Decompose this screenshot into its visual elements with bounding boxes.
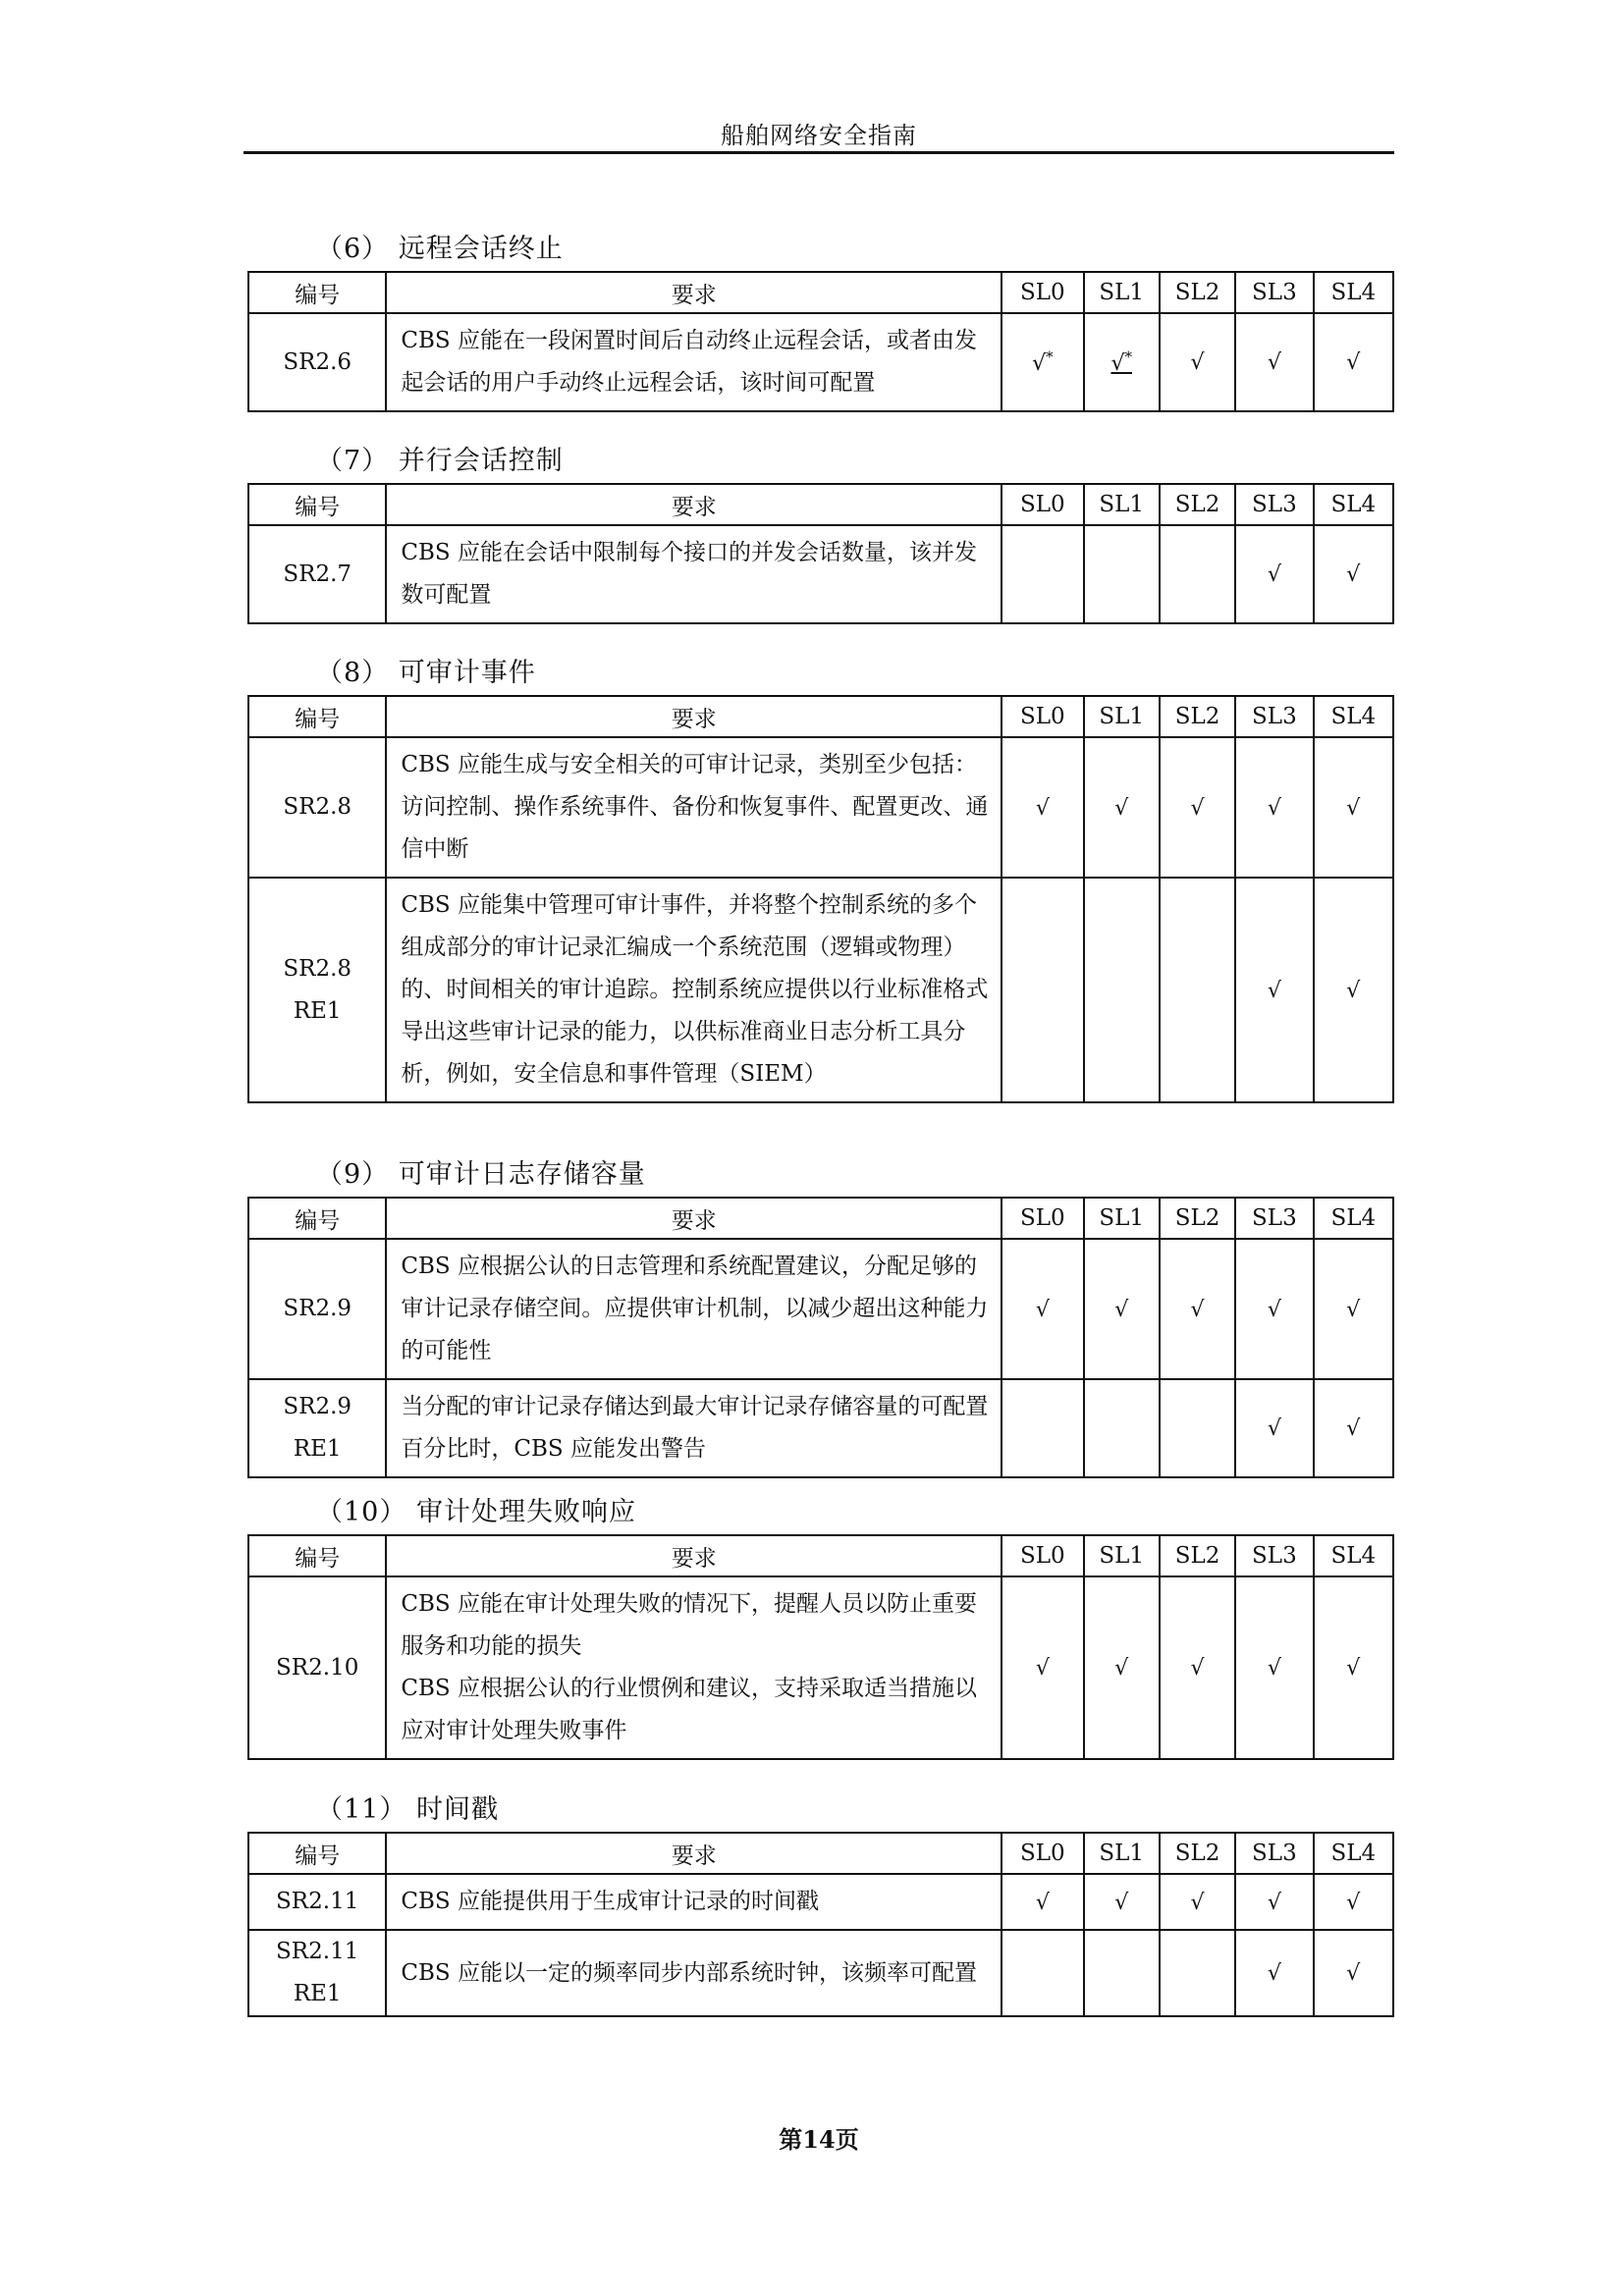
header-sl4: SL4 — [1314, 1833, 1393, 1874]
header-sl4: SL4 — [1314, 484, 1393, 525]
header-sl3: SL3 — [1235, 484, 1313, 525]
header-sl0: SL0 — [1001, 1833, 1083, 1874]
check-mark: √ — [1267, 795, 1281, 821]
table-row — [248, 1576, 1393, 1759]
table-header-row — [248, 1198, 1393, 1239]
header-sl2: SL2 — [1160, 1833, 1235, 1874]
header-requirement: 要求 — [386, 1833, 1001, 1874]
requirement-text: CBS 应能集中管理可审计事件，并将整个控制系统的多个组成部分的审计记录汇编成一个系统范围（逻辑或物理）的、时间相关的审计追踪。控制系统应提供以行业标准格式导出这些审计记录的能力，以供标准商业日志分析工具分析，例如，安全信息和事件管理（SIEM） — [386, 878, 1001, 1102]
table-header-row — [248, 696, 1393, 737]
header-requirement: 要求 — [386, 696, 1001, 737]
level-cell-sl2 — [1160, 313, 1235, 411]
level-cell-sl0 — [1001, 1239, 1083, 1379]
header-requirement: 要求 — [386, 272, 1001, 313]
requirement-text: CBS 应能在会话中限制每个接口的并发会话数量，该并发数可配置 — [386, 525, 1001, 623]
header-id: 编号 — [248, 1535, 386, 1576]
check-mark: √ — [1114, 1656, 1129, 1681]
header-id: 编号 — [248, 696, 386, 737]
section-title: （10） 审计处理失败响应 — [316, 1497, 636, 1527]
level-cell-sl1 — [1084, 525, 1160, 623]
header-sl1: SL1 — [1084, 272, 1160, 313]
section-title: （9） 可审计日志存储容量 — [316, 1159, 646, 1190]
requirement-id: SR2.8 RE1 — [248, 878, 386, 1102]
header-sl3: SL3 — [1235, 696, 1313, 737]
check-mark: √ — [1035, 1297, 1050, 1322]
requirements-table — [247, 483, 1394, 624]
table-row — [248, 1239, 1393, 1379]
running-header-title: 船舶网络安全指南 — [721, 122, 917, 149]
header-sl1: SL1 — [1084, 1833, 1160, 1874]
header-sl2: SL2 — [1160, 1198, 1235, 1239]
level-cell-sl0 — [1001, 313, 1083, 411]
table-row — [248, 737, 1393, 878]
header-requirement: 要求 — [386, 1198, 1001, 1239]
level-cell-sl3 — [1235, 1379, 1313, 1477]
level-cell-sl0 — [1001, 1379, 1083, 1477]
check-mark: √ — [1267, 978, 1281, 1003]
check-mark: √ — [1035, 1890, 1050, 1915]
level-cell-sl4 — [1314, 737, 1393, 878]
level-cell-sl3 — [1235, 878, 1313, 1102]
requirements-table — [247, 1534, 1394, 1760]
check-mark: √ — [1190, 1656, 1205, 1681]
level-cell-sl3 — [1235, 525, 1313, 623]
header-sl0: SL0 — [1001, 696, 1083, 737]
check-mark: √ — [1114, 1297, 1129, 1322]
level-cell-sl1 — [1084, 1379, 1160, 1477]
level-cell-sl4 — [1314, 1239, 1393, 1379]
level-cell-sl4 — [1314, 1379, 1393, 1477]
check-mark: √ — [1114, 795, 1129, 821]
level-cell-sl1 — [1084, 737, 1160, 878]
header-sl2: SL2 — [1160, 272, 1235, 313]
check-mark: √ — [1346, 562, 1361, 587]
check-mark: √ — [1346, 1656, 1361, 1681]
table-row — [248, 1930, 1393, 2016]
level-cell-sl4 — [1314, 1874, 1393, 1930]
level-cell-sl2 — [1160, 1576, 1235, 1759]
page-number: 第14页 — [779, 2125, 859, 2154]
level-cell-sl0 — [1001, 1930, 1083, 2016]
check-mark: √ — [1267, 350, 1281, 375]
check-mark: √ — [1346, 1890, 1361, 1915]
level-cell-sl1 — [1084, 1239, 1160, 1379]
requirement-text: CBS 应能提供用于生成审计记录的时间戳 — [386, 1874, 1001, 1930]
level-cell-sl4 — [1314, 878, 1393, 1102]
requirement-text: CBS 应能在审计处理失败的情况下，提醒人员以防止重要服务和功能的损失 CBS 应根据公认的行业惯例和建议，支持采取适当措施以应对审计处理失败事件 — [386, 1576, 1001, 1759]
level-cell-sl1 — [1084, 878, 1160, 1102]
level-cell-sl0 — [1001, 1576, 1083, 1759]
check-mark: √ — [1267, 1890, 1281, 1915]
requirements-table — [247, 1197, 1394, 1478]
requirement-text: 当分配的审计记录存储达到最大审计记录存储容量的可配置百分比时，CBS 应能发出警告 — [386, 1379, 1001, 1477]
requirement-id: SR2.11 — [248, 1874, 386, 1930]
header-sl4: SL4 — [1314, 272, 1393, 313]
section-title: （6） 远程会话终止 — [316, 234, 564, 264]
requirement-id: SR2.9 — [248, 1239, 386, 1379]
level-cell-sl3 — [1235, 1239, 1313, 1379]
level-cell-sl4 — [1314, 525, 1393, 623]
header-sl3: SL3 — [1235, 1833, 1313, 1874]
section — [247, 1789, 1394, 2017]
level-cell-sl1 — [1084, 1930, 1160, 2016]
header-sl4: SL4 — [1314, 696, 1393, 737]
level-cell-sl2 — [1160, 1239, 1235, 1379]
level-cell-sl0 — [1001, 1874, 1083, 1930]
check-mark: √ — [1267, 562, 1281, 587]
section-title: （8） 可审计事件 — [316, 658, 536, 688]
requirement-id: SR2.11 RE1 — [248, 1930, 386, 2016]
check-mark: √* — [1032, 347, 1054, 377]
header-sl1: SL1 — [1084, 1535, 1160, 1576]
section-title: （7） 并行会话控制 — [316, 446, 564, 476]
table-header-row — [248, 272, 1393, 313]
header-rule — [244, 151, 1394, 154]
check-mark: √ — [1267, 1656, 1281, 1681]
level-cell-sl1 — [1084, 313, 1160, 411]
level-cell-sl4 — [1314, 313, 1393, 411]
level-cell-sl1 — [1084, 1874, 1160, 1930]
header-sl0: SL0 — [1001, 1198, 1083, 1239]
table-header-row — [248, 1535, 1393, 1576]
level-cell-sl2 — [1160, 878, 1235, 1102]
header-sl2: SL2 — [1160, 484, 1235, 525]
header-sl3: SL3 — [1235, 272, 1313, 313]
section — [247, 228, 1394, 412]
requirement-text: CBS 应根据公认的日志管理和系统配置建议，分配足够的审计记录存储空间。应提供审计机制，以减少超出这种能力的可能性 — [386, 1239, 1001, 1379]
header-requirement: 要求 — [386, 484, 1001, 525]
header-id: 编号 — [248, 484, 386, 525]
section — [247, 440, 1394, 624]
level-cell-sl2 — [1160, 525, 1235, 623]
requirements-table — [247, 1832, 1394, 2017]
check-mark: √ — [1190, 1890, 1205, 1915]
level-cell-sl0 — [1001, 525, 1083, 623]
level-cell-sl3 — [1235, 1930, 1313, 2016]
requirement-id: SR2.6 — [248, 313, 386, 411]
header-id: 编号 — [248, 1198, 386, 1239]
level-cell-sl3 — [1235, 737, 1313, 878]
level-cell-sl2 — [1160, 1379, 1235, 1477]
header-id: 编号 — [248, 272, 386, 313]
header-sl3: SL3 — [1235, 1535, 1313, 1576]
table-row — [248, 1379, 1393, 1477]
table-row — [248, 1874, 1393, 1930]
level-cell-sl2 — [1160, 1874, 1235, 1930]
check-mark: √ — [1267, 1961, 1281, 1986]
level-cell-sl0 — [1001, 737, 1083, 878]
level-cell-sl4 — [1314, 1930, 1393, 2016]
requirement-text: CBS 应能以一定的频率同步内部系统时钟，该频率可配置 — [386, 1930, 1001, 2016]
check-mark: √ — [1035, 795, 1050, 821]
section — [247, 1491, 1394, 1760]
level-cell-sl0 — [1001, 878, 1083, 1102]
header-sl1: SL1 — [1084, 1198, 1160, 1239]
section — [247, 1153, 1394, 1478]
requirement-text: CBS 应能在一段闲置时间后自动终止远程会话，或者由发起会话的用户手动终止远程会话，该时间可配置 — [386, 313, 1001, 411]
header-sl4: SL4 — [1314, 1198, 1393, 1239]
table-row — [248, 525, 1393, 623]
header-sl4: SL4 — [1314, 1535, 1393, 1576]
check-mark: √ — [1114, 1890, 1129, 1915]
requirement-text: CBS 应能生成与安全相关的可审计记录，类别至少包括：访问控制、操作系统事件、备份和恢复事件、配置更改、通信中断 — [386, 737, 1001, 878]
requirement-id: SR2.7 — [248, 525, 386, 623]
header-sl3: SL3 — [1235, 1198, 1313, 1239]
level-cell-sl3 — [1235, 313, 1313, 411]
header-sl0: SL0 — [1001, 272, 1083, 313]
table-header-row — [248, 484, 1393, 525]
level-cell-sl3 — [1235, 1874, 1313, 1930]
check-mark: √ — [1346, 795, 1361, 821]
check-mark: √ — [1190, 350, 1205, 375]
check-mark: √ — [1190, 795, 1205, 821]
section — [247, 652, 1394, 1103]
check-mark: √ — [1035, 1656, 1050, 1681]
header-sl1: SL1 — [1084, 484, 1160, 525]
header-sl2: SL2 — [1160, 1535, 1235, 1576]
section-title: （11） 时间戳 — [316, 1794, 499, 1825]
requirement-id: SR2.9 RE1 — [248, 1379, 386, 1477]
level-cell-sl3 — [1235, 1576, 1313, 1759]
header-sl0: SL0 — [1001, 1535, 1083, 1576]
requirement-id: SR2.10 — [248, 1576, 386, 1759]
level-cell-sl2 — [1160, 737, 1235, 878]
header-sl2: SL2 — [1160, 696, 1235, 737]
table-header-row — [248, 1833, 1393, 1874]
check-mark: √ — [1346, 1297, 1361, 1322]
header-sl0: SL0 — [1001, 484, 1083, 525]
level-cell-sl2 — [1160, 1930, 1235, 2016]
level-cell-sl1 — [1084, 1576, 1160, 1759]
header-requirement: 要求 — [386, 1535, 1001, 1576]
check-mark: √ — [1267, 1416, 1281, 1441]
check-mark: √ — [1346, 978, 1361, 1003]
requirements-table — [247, 695, 1394, 1103]
header-id: 编号 — [248, 1833, 386, 1874]
check-mark: √* — [1110, 347, 1132, 377]
check-mark: √ — [1346, 350, 1361, 375]
check-mark: √ — [1267, 1297, 1281, 1322]
check-mark: √ — [1346, 1416, 1361, 1441]
check-mark: √ — [1190, 1297, 1205, 1322]
check-mark: √ — [1346, 1961, 1361, 1986]
requirements-table — [247, 271, 1394, 412]
table-row — [248, 878, 1393, 1102]
header-sl1: SL1 — [1084, 696, 1160, 737]
requirement-id: SR2.8 — [248, 737, 386, 878]
level-cell-sl4 — [1314, 1576, 1393, 1759]
table-row — [248, 313, 1393, 411]
